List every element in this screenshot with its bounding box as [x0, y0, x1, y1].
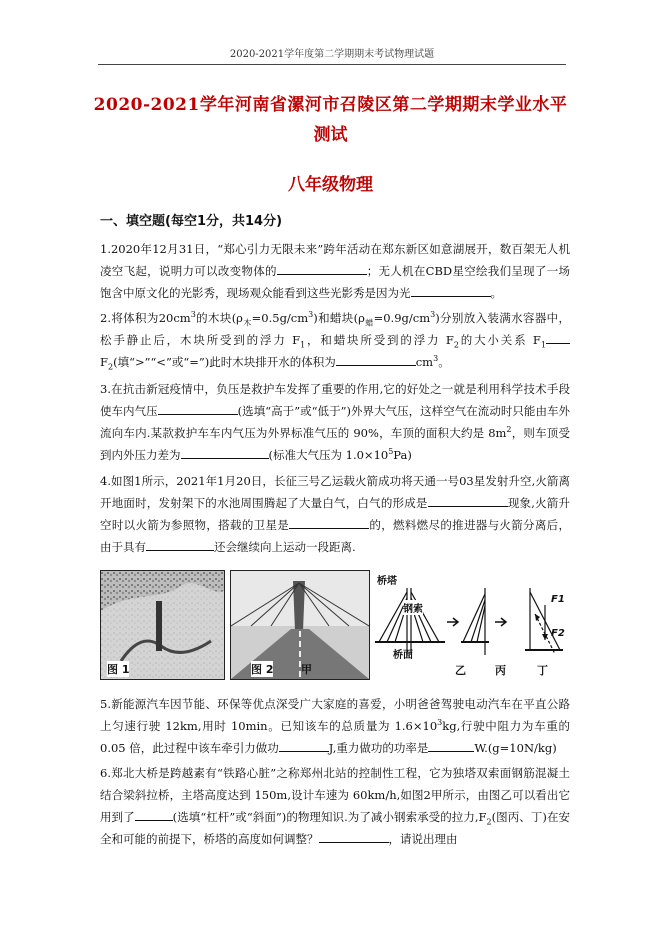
force-f1-label: F1 [551, 594, 565, 605]
deck-label: 桥面 [393, 650, 413, 661]
question-2: 2.将体积为$20cm^3$的木块$(\rho_木=0.5g/cm^3)$和蜡块$(\rho_蜡=0.9g/cm^3)$分别放入装满水容器中，松手静止后，木块所受到的浮力 $F_1$，和蜡块所受到的浮力 $F_2$的大小关系 $F_1F_2$(填“>”“<”或“=”)此时木块排开水的体积为 $cm^3$。 [100, 310, 571, 372]
figure-jia-label: 甲 [301, 663, 312, 676]
answer-blank[interactable] [135, 807, 173, 821]
figure-ding-label: 丁 [537, 664, 548, 677]
force-f2-label: F2 [551, 628, 565, 639]
answer-blank[interactable] [277, 261, 367, 275]
question-4: 4.如图1所示，2021年1月20日，长征三号乙运载火箭成功将天通一号03星发射升空,火箭离开地面时，发射架下的水池周围腾起了大量白气，白气的形成是 现象,火箭升空时以火箭为参照物，搭载的卫星是 的，燃料燃尽的推进器与火箭分离后，由于具有 还会继续向上运动一段距离. [100, 474, 571, 554]
answer-blank[interactable] [336, 352, 416, 366]
answer-blank[interactable] [546, 330, 570, 344]
page-header: 2020-2021学年度第二学期期末考试物理试题 [98, 45, 566, 65]
answer-blank[interactable] [158, 401, 238, 415]
question-1: 1.2020年12月31日，“郑心引力无限未来”跨年活动在郑东新区如意湖展开，数百架无人机凌空飞起，说明力可以改变物体的 ；无人机在CBD星空绘我们呈现了一场饱含中原文化的光影秀，现场观众能看到这些光影秀是因为光 。 [100, 242, 570, 300]
figure-1-label: 图 1 [107, 663, 130, 676]
question-6: 6.郑北大桥是跨越素有“铁路心脏”之称郑州北站的控制性工程，它为独塔双索面钢筋混凝土结合梁斜拉桥，主塔高度达到 150m,设计车速为 60km/h,如图2甲所示，由图乙可以看出它用到了 (选填“杠杆”或“斜面”)的物理知识.为了减小钢索承受的拉力$,F_2$(图丙、丁)在安全和可能的前提下，桥塔的高度如何调整？ ，请说出理由 [100, 766, 570, 846]
exam-subtitle: 八年级物理 [288, 175, 373, 195]
answer-blank[interactable] [146, 537, 214, 551]
tower-label: 桥塔 [377, 576, 397, 587]
figure-1-rocket-photo [100, 570, 225, 680]
question-5: 5.新能源汽车因节能、环保等优点深受广大家庭的喜爱，小明爸爸驾驶电动汽车在平直公路上匀速行驶 12km,用时 10min。已知该车的总质量为 $1.6\times 10^3kg$,行驶中阻力为车重的 0.05 倍，此过程中该车牵引力做功 J,重力做功的功率是 W.(g=10N/kg) [100, 697, 570, 755]
section-heading: 一、填空题(每空1分，共14分) [100, 214, 283, 229]
answer-blank[interactable] [279, 738, 329, 752]
answer-blank[interactable] [181, 445, 269, 459]
figure-2-bridge-photo [230, 570, 370, 680]
question-3: 3.在抗击新冠疫情中，负压是救护车发挥了重要的作用,它的好处之一就是利用科学技术手段使车内气压 (选填“高于”或“低于”)外界大气压，这样空气在流动时只能由车外流向车内.某款救护车车内气压为外界标准气压的 90%，车顶的面积大约是 $8m^2$，则车顶受到内外压力差为 (标准大气压为 $1.0\times 10^5Pa$) [100, 382, 570, 462]
answer-blank[interactable] [289, 515, 369, 529]
figure-yi-label: 乙 [455, 664, 466, 677]
exam-title-line1: 2020-2021学年河南省漯河市召陵区第二学期期末学业水平 [93, 95, 568, 115]
figure-bing-label: 丙 [495, 664, 506, 677]
answer-blank[interactable] [428, 493, 508, 507]
figure-strip [100, 570, 565, 680]
answer-blank[interactable] [319, 829, 389, 843]
figure-bridge-diagrams [375, 570, 565, 680]
answer-blank[interactable] [428, 738, 474, 752]
exam-title-line2: 测试 [313, 125, 348, 145]
answer-blank[interactable] [411, 283, 491, 297]
cable-label: 钢索 [403, 600, 423, 615]
figure-2-label: 图 2 [251, 663, 274, 676]
